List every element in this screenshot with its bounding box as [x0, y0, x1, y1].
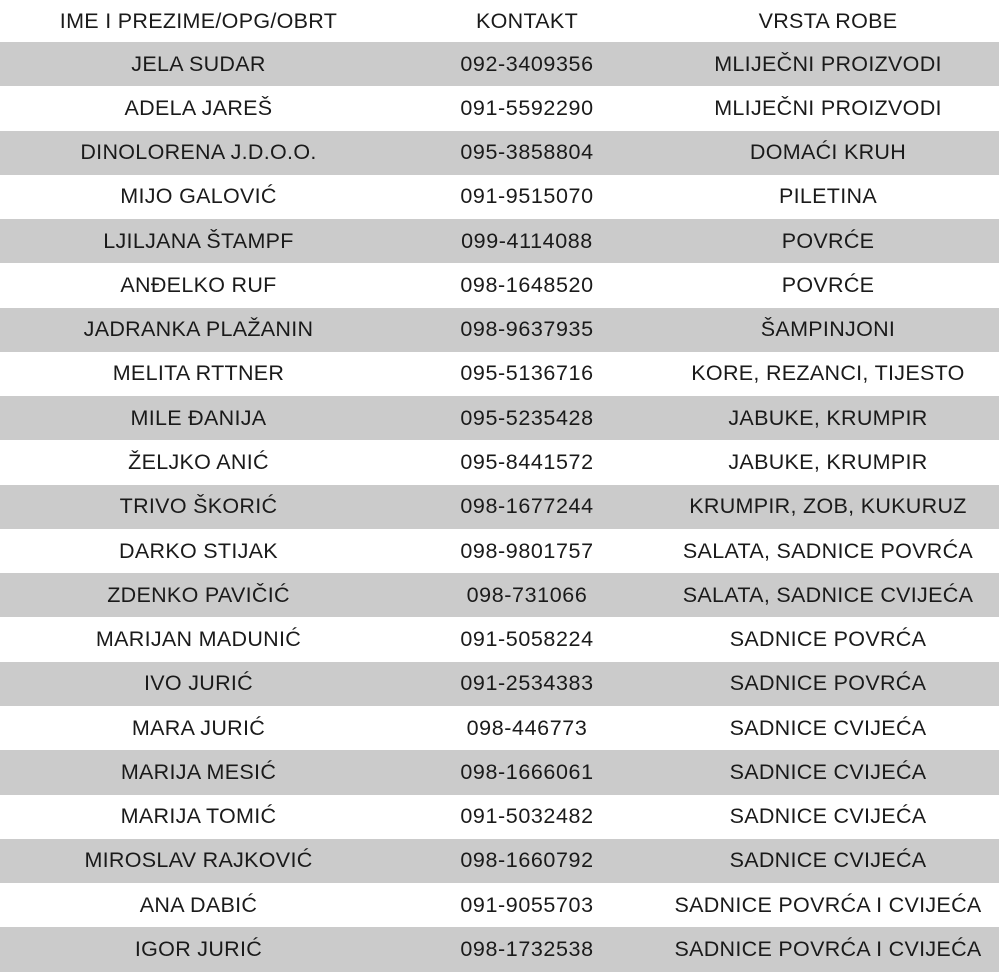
table-row [0, 839, 999, 883]
cell-goods: POVRĆE [781, 272, 875, 297]
table-row [0, 352, 999, 396]
cell-goods: SADNICE POVRĆA I CVIJEĆA [674, 892, 982, 917]
cell-contact: 091-5032482 [460, 804, 594, 829]
cell-name: TRIVO ŠKORIĆ [119, 494, 278, 519]
cell-name: ADELA JAREŠ [124, 95, 273, 120]
cell-contact: 091-5058224 [460, 627, 594, 652]
cell-contact: 098-1660792 [460, 848, 594, 873]
table-row [0, 396, 999, 440]
table-body [0, 42, 999, 972]
table-row [0, 662, 999, 706]
cell-goods: ŠAMPINJONI [760, 317, 896, 342]
table-row [0, 219, 999, 263]
cell-name: MARIJA TOMIĆ [120, 804, 277, 829]
cell-contact: 098-1677244 [460, 494, 594, 519]
cell-contact: 095-3858804 [460, 140, 594, 165]
cell-contact: 095-5235428 [460, 405, 594, 430]
cell-name: IVO JURIĆ [143, 671, 253, 696]
table-row [0, 42, 999, 86]
cell-goods: JABUKE, KRUMPIR [728, 450, 928, 475]
cell-goods: MLIJEČNI PROIZVODI [714, 51, 942, 76]
cell-name: MARA JURIĆ [131, 715, 266, 740]
cell-contact: 091-9515070 [460, 184, 594, 209]
table-row [0, 529, 999, 573]
table-row [0, 131, 999, 175]
cell-contact: 091-9055703 [460, 892, 594, 917]
header-goods: VRSTA ROBE [758, 8, 898, 33]
cell-name: ANA DABIĆ [139, 892, 258, 917]
table-row [0, 883, 999, 927]
cell-goods: MLIJEČNI PROIZVODI [714, 95, 942, 120]
cell-contact: 092-3409356 [460, 51, 594, 76]
table-row [0, 750, 999, 794]
cell-contact: 099-4114088 [461, 228, 593, 253]
cell-name: MIJO GALOVIĆ [120, 184, 277, 209]
cell-contact: 098-1648520 [460, 272, 594, 297]
cell-name: DARKO STIJAK [119, 538, 278, 563]
cell-goods: SADNICE POVRĆA I CVIJEĆA [674, 936, 982, 961]
table-row [0, 617, 999, 661]
cell-goods: SADNICE CVIJEĆA [729, 804, 927, 829]
cell-name: ŽELJKO ANIĆ [128, 450, 269, 475]
cell-goods: SADNICE POVRĆA [729, 627, 927, 652]
cell-name: IGOR JURIĆ [134, 936, 263, 961]
cell-contact: 091-2534383 [460, 671, 594, 696]
cell-goods: SADNICE CVIJEĆA [729, 848, 927, 873]
table-row [0, 573, 999, 617]
cell-contact: 095-8441572 [460, 450, 594, 475]
cell-name: JADRANKA PLAŽANIN [83, 317, 314, 342]
cell-name: JELA SUDAR [131, 51, 266, 76]
table-row [0, 440, 999, 484]
cell-goods: SADNICE POVRĆA [729, 671, 927, 696]
cell-contact: 098-9637935 [460, 317, 594, 342]
cell-goods: DOMAĆI KRUH [749, 140, 907, 165]
cell-goods: JABUKE, KRUMPIR [728, 405, 928, 430]
header-contact: KONTAKT [475, 8, 579, 33]
cell-name: MARIJAN MADUNIĆ [95, 627, 302, 652]
cell-goods: PILETINA [779, 184, 877, 209]
cell-name: MIROSLAV RAJKOVIĆ [84, 848, 313, 873]
cell-goods: KRUMPIR, ZOB, KUKURUZ [689, 494, 967, 519]
cell-contact: 098-1666061 [460, 759, 594, 784]
cell-goods: SALATA, SADNICE POVRĆA [682, 538, 974, 563]
cell-name: MARIJA MESIĆ [120, 759, 277, 784]
cell-goods: SADNICE CVIJEĆA [729, 715, 927, 740]
cell-goods: POVRĆE [781, 228, 875, 253]
header-name: IME I PREZIME/OPG/OBRT [59, 8, 338, 33]
cell-contact: 091-5592290 [460, 95, 594, 120]
cell-contact: 098-9801757 [460, 538, 594, 563]
table-row [0, 706, 999, 750]
table-row [0, 485, 999, 529]
cell-goods: KORE, REZANCI, TIJESTO [691, 361, 965, 386]
table-header [0, 0, 999, 42]
cell-name: MELITA RTTNER [112, 361, 285, 386]
table-row [0, 795, 999, 839]
cell-name: ANĐELKO RUF [120, 272, 277, 297]
cell-contact: 098-446773 [466, 715, 588, 740]
table-row [0, 308, 999, 352]
cell-goods: SADNICE CVIJEĆA [729, 759, 927, 784]
cell-name: LJILJANA ŠTAMPF [103, 228, 294, 253]
cell-name: ZDENKO PAVIČIĆ [107, 582, 290, 607]
table-row [0, 927, 999, 971]
table-row [0, 86, 999, 130]
table-row [0, 175, 999, 219]
header-row [0, 0, 999, 42]
cell-contact: 095-5136716 [460, 361, 594, 386]
cell-contact: 098-731066 [466, 582, 588, 607]
cell-contact: 098-1732538 [460, 936, 594, 961]
cell-name: MILE ĐANIJA [130, 405, 267, 430]
cell-name: DINOLORENA J.D.O.O. [80, 140, 317, 165]
cell-goods: SALATA, SADNICE CVIJEĆA [682, 582, 974, 607]
table-row [0, 263, 999, 307]
